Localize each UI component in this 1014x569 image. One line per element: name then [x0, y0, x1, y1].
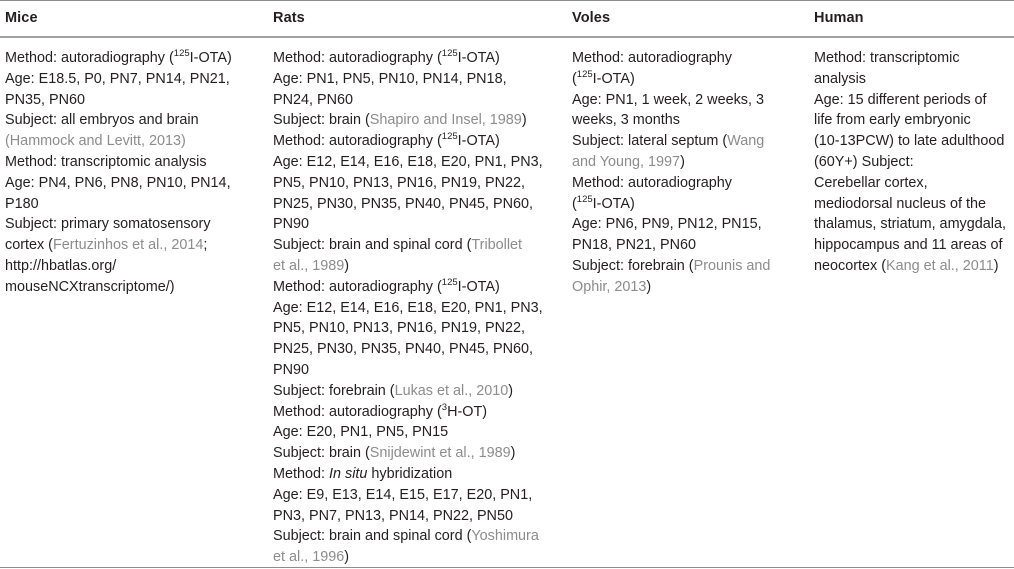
- cell-text: Method: autoradiography (: [273, 50, 442, 66]
- cell-line: [273, 402, 543, 423]
- cell-line: [5, 194, 232, 215]
- cell-line: [5, 48, 232, 69]
- cell-text: PN3, PN7, PN13, PN14, PN22, PN50: [273, 507, 513, 524]
- cell-text: PN18, PN21, PN60: [572, 237, 696, 254]
- cell-line: [572, 110, 770, 131]
- citation-link[interactable]: et al., 1996: [273, 549, 345, 566]
- cell-line: [5, 235, 232, 256]
- cell-text: Subject: all embryos and brain: [5, 112, 199, 129]
- cell-text: PN5, PN10, PN13, PN16, PN19, PN22,: [273, 320, 525, 337]
- cell-line: [814, 235, 1006, 256]
- cell-text: ): [510, 445, 516, 462]
- cell-line: [273, 339, 543, 360]
- cell-line: [273, 69, 543, 90]
- cell-line: [273, 360, 543, 381]
- cell-text: hippocampus and 11 areas of: [814, 237, 1003, 254]
- cell-line: [572, 152, 770, 173]
- cell-line: [273, 256, 543, 277]
- cell-text: cortex (: [5, 237, 53, 254]
- cell-line: [572, 48, 770, 69]
- cell-text: ;: [203, 237, 208, 254]
- cell-line: [273, 194, 543, 215]
- cell-line: [814, 173, 1006, 194]
- cell-text: (: [572, 195, 577, 212]
- citation-link[interactable]: Kang et al., 2011: [886, 257, 994, 274]
- isotope-superscript: 125: [441, 276, 458, 288]
- cell-text: Age: PN1, PN5, PN10, PN14, PN18,: [273, 70, 507, 87]
- cell-text: (10-13PCW) to late adulthood: [814, 133, 1005, 150]
- cell-line: [572, 235, 770, 256]
- cell-text: Cerebellar cortex,: [814, 174, 928, 191]
- cell-line: [273, 381, 543, 402]
- cell-line: [5, 131, 232, 152]
- cell-text: Age: E12, E14, E16, E18, E20, PN1, PN3,: [273, 299, 543, 316]
- cell-text: Subject: brain and spinal cord (: [273, 237, 472, 254]
- cell-line: [572, 131, 770, 152]
- citation-link[interactable]: Ophir, 2013: [572, 278, 647, 295]
- cell-text: PN25, PN30, PN35, PN40, PN45, PN60,: [273, 341, 533, 358]
- cell-line: [273, 152, 543, 173]
- cell-line: [814, 48, 1006, 69]
- cell-text: mouseNCXtranscriptome/): [5, 278, 175, 295]
- cell-line: [5, 256, 232, 277]
- cell-text: Subject: brain (: [273, 112, 370, 129]
- cell-text: Subject: brain and spinal cord (: [273, 528, 472, 545]
- cell-text: Age: E9, E13, E14, E15, E17, E20, PN1,: [273, 486, 533, 503]
- cell-text: PN24, PN60: [273, 91, 353, 108]
- column-rats: [273, 48, 543, 568]
- citation-link[interactable]: Fertuzinhos et al., 2014: [52, 237, 204, 254]
- cell-text: Age: PN6, PN9, PN12, PN15,: [572, 216, 762, 233]
- cell-line: [572, 90, 770, 111]
- isotope-superscript: 3: [441, 401, 448, 413]
- cell-text: Age: 15 different periods of: [814, 91, 987, 108]
- cell-text: I-OTA): [592, 70, 635, 87]
- cell-text: PN90: [273, 216, 309, 233]
- column-mice: [5, 48, 232, 298]
- cell-text: Method:: [273, 465, 329, 482]
- cell-text: Subject: primary somatosensory: [5, 216, 211, 233]
- cell-text: Subject: brain (: [273, 445, 370, 462]
- cell-text: hybridization: [367, 465, 453, 482]
- table-bottom-rule: [0, 567, 1014, 568]
- cell-text: Age: PN1, 1 week, 2 weeks, 3: [572, 91, 764, 108]
- cell-text: life from early embryonic: [814, 112, 971, 129]
- cell-text: (60Y+) Subject:: [814, 153, 914, 170]
- cell-text: H-OT): [447, 403, 488, 420]
- cell-line: [814, 152, 1006, 173]
- cell-line: [572, 214, 770, 235]
- cell-line: [5, 214, 232, 235]
- citation-link[interactable]: Lukas et al., 2010: [394, 382, 509, 399]
- cell-line: [814, 214, 1006, 235]
- citation-link[interactable]: Shapiro and Insel, 1989: [369, 112, 522, 129]
- cell-text: ): [993, 257, 999, 274]
- cell-line: [273, 464, 543, 485]
- cell-text: neocortex (: [814, 257, 886, 274]
- cell-line: [273, 318, 543, 339]
- cell-text: Method: autoradiography (: [5, 50, 174, 66]
- cell-text: Age: E12, E14, E16, E18, E20, PN1, PN3,: [273, 153, 543, 170]
- cell-text: PN90: [273, 361, 309, 378]
- citation-link[interactable]: (Hammock and Levitt, 2013): [5, 133, 186, 150]
- cell-line: [273, 48, 543, 69]
- cell-text: Method: autoradiography: [572, 174, 733, 191]
- header-mice: Mice: [5, 10, 38, 26]
- citation-link[interactable]: Tribollet: [471, 237, 523, 254]
- cell-text: ): [508, 382, 513, 399]
- cell-text: ): [344, 549, 350, 566]
- header-human: Human: [814, 10, 864, 26]
- cell-text: (: [572, 70, 577, 87]
- cell-line: [273, 526, 543, 547]
- cell-line: [273, 422, 543, 443]
- cell-text: weeks, 3 months: [572, 112, 680, 129]
- cell-text: Subject: forebrain (: [273, 382, 395, 399]
- cell-text: ): [521, 112, 527, 129]
- citation-link[interactable]: Wang: [727, 133, 765, 150]
- cell-line: [572, 69, 770, 90]
- citation-link[interactable]: Yoshimura: [471, 528, 539, 545]
- cell-text: mediodorsal nucleus of the: [814, 195, 986, 212]
- cell-text: http://hbatlas.org/: [5, 257, 117, 274]
- cell-line: [273, 485, 543, 506]
- cell-line: [5, 152, 232, 173]
- citation-link[interactable]: et al., 1989: [273, 257, 345, 274]
- cell-text: Method: transcriptomic analysis: [5, 153, 207, 170]
- cell-text: P180: [5, 195, 39, 212]
- cell-line: [5, 110, 232, 131]
- cell-text: I-OTA): [457, 278, 500, 295]
- cell-text: Age: PN4, PN6, PN8, PN10, PN14,: [5, 174, 231, 191]
- cell-line: [5, 277, 232, 298]
- cell-line: [5, 69, 232, 90]
- citation-link[interactable]: Snijdewint et al., 1989: [369, 445, 511, 462]
- cell-line: [814, 90, 1006, 111]
- cell-line: [572, 277, 770, 298]
- citation-link[interactable]: Prounis and: [693, 257, 771, 274]
- cell-line: [273, 214, 543, 235]
- cell-line: [273, 277, 543, 298]
- cell-text: PN5, PN10, PN13, PN16, PN19, PN22,: [273, 174, 525, 191]
- isotope-superscript: 125: [173, 48, 190, 59]
- cell-text: I-OTA): [457, 50, 500, 66]
- header-voles: Voles: [572, 10, 611, 26]
- column-voles: [572, 48, 770, 298]
- cell-line: [273, 90, 543, 111]
- cell-line: [273, 547, 543, 568]
- isotope-superscript: 125: [441, 131, 458, 143]
- cell-line: [814, 110, 1006, 131]
- cell-line: [273, 110, 543, 131]
- cell-line: [814, 131, 1006, 152]
- cell-line: [572, 173, 770, 194]
- cell-text: PN25, PN30, PN35, PN40, PN45, PN60,: [273, 195, 533, 212]
- header-rats: Rats: [273, 10, 305, 26]
- cell-text: PN35, PN60: [5, 91, 85, 108]
- cell-line: [273, 235, 543, 256]
- cell-text: I-OTA): [592, 195, 635, 212]
- cell-text: Age: E18.5, P0, PN7, PN14, PN21,: [5, 70, 230, 87]
- isotope-superscript: 125: [576, 68, 593, 80]
- cell-text: Method: autoradiography (: [273, 278, 442, 295]
- cell-text: Subject: lateral septum (: [572, 133, 728, 150]
- isotope-superscript: 125: [576, 193, 593, 205]
- cell-line: [814, 194, 1006, 215]
- cell-text: ): [344, 257, 350, 274]
- cell-text: Subject: forebrain (: [572, 257, 694, 274]
- cell-line: [814, 69, 1006, 90]
- cell-line: [572, 194, 770, 215]
- cell-line: [273, 131, 543, 152]
- citation-link[interactable]: and Young, 1997: [572, 153, 681, 170]
- isotope-superscript: 125: [441, 48, 458, 59]
- cell-line: [273, 298, 543, 319]
- cell-line: [273, 443, 543, 464]
- table-top-rule: [0, 0, 1014, 1]
- cell-line: [273, 506, 543, 527]
- cell-line: [273, 173, 543, 194]
- cell-text: In situ: [329, 465, 368, 482]
- cell-text: Method: autoradiography (: [273, 133, 442, 150]
- column-human: [814, 48, 1006, 277]
- cell-text: Method: transcriptomic: [814, 50, 960, 66]
- cell-line: [814, 256, 1006, 277]
- cell-text: I-OTA): [189, 50, 232, 66]
- cell-text: Method: autoradiography (: [273, 403, 442, 420]
- header-rule: [0, 36, 1014, 38]
- cell-text: ): [646, 278, 652, 295]
- cell-text: I-OTA): [457, 133, 500, 150]
- cell-text: Method: autoradiography: [572, 50, 733, 66]
- cell-text: thalamus, striatum, amygdala,: [814, 216, 1006, 233]
- cell-text: Age: E20, PN1, PN5, PN15: [273, 424, 449, 441]
- cell-line: [5, 90, 232, 111]
- cell-text: ): [680, 153, 685, 170]
- cell-line: [5, 173, 232, 194]
- cell-text: analysis: [814, 70, 866, 87]
- cell-line: [572, 256, 770, 277]
